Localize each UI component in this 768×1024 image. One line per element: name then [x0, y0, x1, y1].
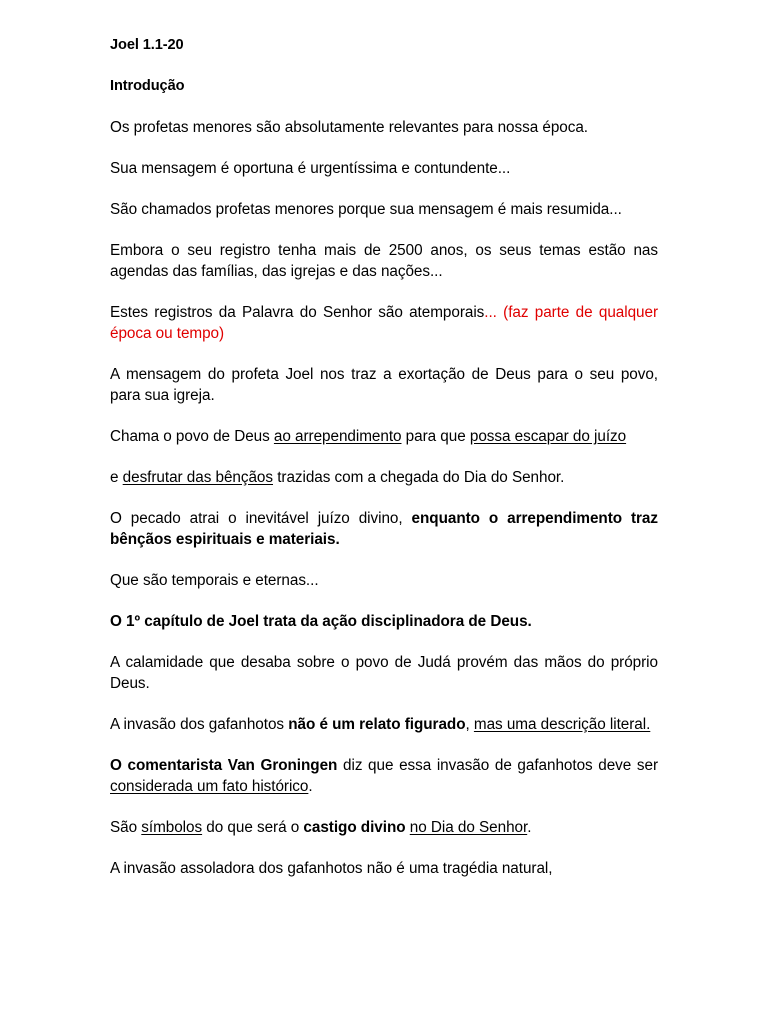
paragraph [110, 158, 658, 179]
paragraph [110, 426, 658, 447]
text-run: ... (faz parte de qualquer época ou tempo) [110, 304, 658, 342]
text-run: possa escapar do juízo [469, 428, 627, 445]
paragraph [110, 858, 658, 879]
document-page [110, 35, 658, 899]
paragraph [110, 755, 658, 797]
paragraph [110, 302, 658, 344]
text-run: A invasão assoladora dos gafanhotos não é uma tragédia natural, [110, 860, 553, 877]
text-run: considerada um fato histórico [110, 778, 309, 795]
paragraph [110, 817, 658, 838]
paragraph [110, 611, 658, 632]
text-run: mas uma descrição literal. [473, 716, 651, 733]
text-run: , [465, 716, 474, 733]
text-run: São [110, 819, 142, 836]
text-run: símbolos [141, 819, 203, 836]
paragraph [110, 714, 658, 735]
text-run: Estes registros da Palavra do Senhor são atemporais [110, 304, 485, 321]
text-run: A mensagem do profeta Joel nos traz a exortação de Deus para o seu povo, para sua igreja. [110, 366, 658, 404]
text-run: . [527, 819, 532, 836]
text-run: trazidas com a chegada do Dia do Senhor. [273, 469, 565, 486]
section-heading: Introdução [110, 78, 185, 94]
paragraph [110, 570, 658, 591]
text-run: A invasão dos gafanhotos [110, 716, 289, 733]
text-run: O 1º capítulo de Joel trata da ação disciplinadora de Deus. [110, 613, 532, 630]
text-run: do que será o [202, 819, 304, 836]
text-run: O comentarista Van Groningen [110, 757, 338, 774]
text-run: Chama o povo de Deus [110, 428, 274, 445]
paragraph [110, 364, 658, 406]
text-run: Os profetas menores são absolutamente relevantes para nossa época. [110, 119, 588, 136]
paragraph [110, 652, 658, 694]
text-run: castigo divino [303, 819, 406, 836]
text-run: Que são temporais e eternas... [110, 572, 319, 589]
text-run: desfrutar das bênçãos [122, 469, 273, 486]
text-run: no Dia do Senhor [409, 819, 528, 836]
paragraph [110, 240, 658, 282]
text-run: Sua mensagem é oportuna é urgentíssima e contundente... [110, 160, 511, 177]
text-run: São chamados profetas menores porque sua mensagem é mais resumida... [110, 201, 622, 218]
text-run: para que [401, 428, 470, 445]
text-run: . [308, 778, 313, 795]
paragraph [110, 199, 658, 220]
text-run: não é um relato figurado [288, 716, 466, 733]
text-run: Embora o seu registro tenha mais de 2500 anos, os seus temas estão nas agendas das famílias, das igrejas e das nações... [110, 242, 658, 280]
document-body [110, 117, 658, 879]
text-run: O pecado atrai o inevitável juízo divino, [110, 510, 412, 527]
text-run: diz que essa invasão de gafanhotos deve ser [337, 757, 658, 774]
document-title: Joel 1.1-20 [110, 37, 184, 53]
text-run: enquanto o arrependimento traz bênçãos espirituais e materiais. [110, 510, 658, 548]
text-run: ao arrependimento [273, 428, 402, 445]
text-run: e [110, 469, 123, 486]
paragraph [110, 467, 658, 488]
paragraph [110, 117, 658, 138]
paragraph [110, 508, 658, 550]
text-run: A calamidade que desaba sobre o povo de Judá provém das mãos do próprio Deus. [110, 654, 658, 692]
